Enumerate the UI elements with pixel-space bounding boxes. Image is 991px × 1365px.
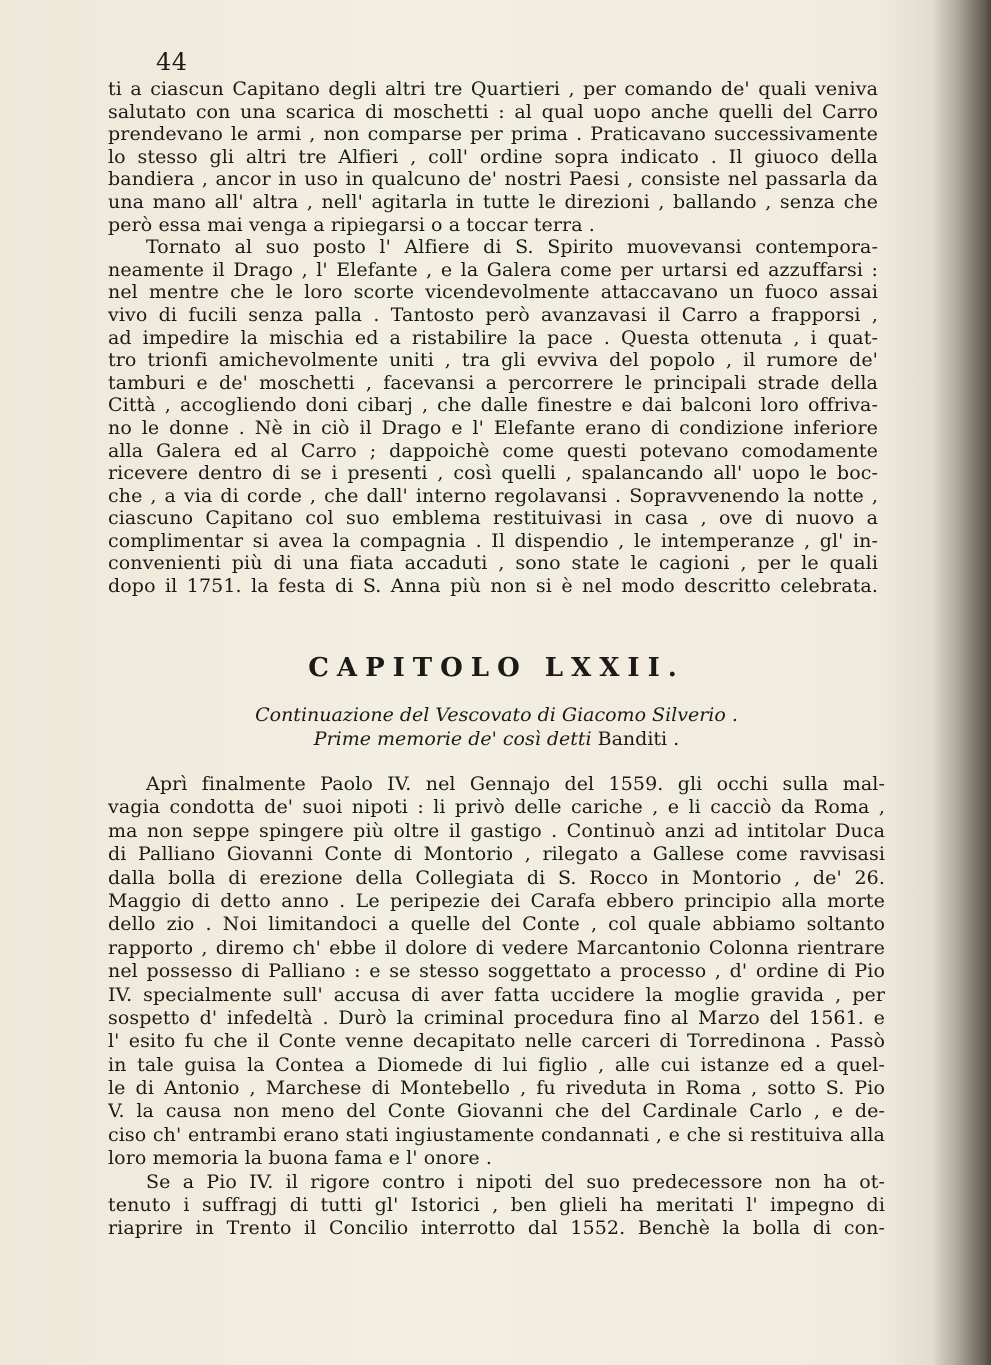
text-line: Maggio di detto anno . Le peripezie dei Carafa ebbero principio alla morte — [108, 889, 885, 912]
chapter-subtitle-upright: Banditi . — [597, 728, 680, 750]
text-line: di Palliano Giovanni Conte di Montorio , rilegato a Gallese come ravvisasi — [108, 843, 885, 866]
text-line: bandiera , ancor in uso in qualcuno de' nostri Paesi , consiste nel passarla da — [108, 168, 878, 191]
text-line: dopo il 1751. la festa di S. Anna più non si è nel modo descritto celebrata. — [108, 575, 878, 598]
text-line: nel possesso di Palliano : e se stesso soggettato a processo , d' ordine di Pio — [108, 960, 885, 983]
text-line: alla Galera ed al Carro ; dappoichè come questi potevano comodamente — [108, 439, 878, 462]
chapter-heading: CAPITOLO LXXII. — [308, 653, 685, 683]
text-line: vagia condotta de' suoi nipoti : li privò delle cariche , e li cacciò da Roma , — [108, 796, 885, 819]
text-line: una mano all' altra , nell' agitarla in tutte le direzioni , ballando , senza che — [108, 190, 878, 213]
text-line: IV. specialmente sull' accusa di aver fatta uccidere la moglie gravida , per — [108, 983, 885, 1006]
text-line: rapporto , diremo ch' ebbe il dolore di vedere Marcantonio Colonna rientrare — [108, 936, 885, 959]
text-line: le di Antonio , Marchese di Montebello , fu riveduta in Roma , sotto S. Pio — [108, 1077, 885, 1100]
text-line: in tale guisa la Contea a Diomede di lui figlio , alle cui istanze ed a quel- — [108, 1053, 885, 1076]
page-binding-shadow — [933, 0, 991, 1365]
text-line: ad impedire la mischia ed a ristabilire la pace . Questa ottenuta , i quat- — [108, 326, 878, 349]
text-line: Città , accogliendo doni cibarj , che dalle finestre e dai balconi loro offriva- — [108, 394, 878, 417]
text-line: prendevano le armi , non comparse per prima . Praticavano successivamente — [108, 123, 878, 146]
text-line: ciso ch' entrambi erano stati ingiustamente condannati , e che si restituiva alla — [108, 1123, 885, 1146]
chapter-text-block — [108, 773, 885, 1241]
text-line: loro memoria la buona fama e l' onore . — [108, 1147, 492, 1170]
text-line: tamburi e de' moschetti , facevansi a percorrere le principali strade della — [108, 371, 878, 394]
text-line: l' esito fu che il Conte venne decapitato nelle carceri di Torredinona . Passò — [108, 1030, 885, 1053]
text-line: ciascuno Capitano col suo emblema restituivasi in casa , ove di nuovo a — [108, 507, 878, 530]
text-line: tenuto i suffragj di tutti gl' Istorici , ben glieli ha meritati l' impegno di — [108, 1194, 885, 1217]
text-line: V. la causa non meno del Conte Giovanni che del Cardinale Carlo , e de- — [108, 1100, 885, 1123]
text-line: no le donne . Nè in ciò il Drago e l' Elefante erano di condizione inferiore — [108, 416, 878, 439]
page-number: 44 — [156, 48, 188, 76]
text-line: tro trionfi amichevolmente uniti , tra gli evviva del popolo , il rumore de' — [108, 349, 878, 372]
body-text-block — [108, 78, 878, 598]
text-line: Aprì finalmente Paolo IV. nel Gennajo del 1559. gli occhi sulla mal- — [146, 773, 885, 795]
text-line: neamente il Drago , l' Elefante , e la Galera come per urtarsi ed azzuffarsi : — [108, 258, 878, 281]
text-line: dalla bolla di erezione della Collegiata di S. Rocco in Montorio , de' 26. — [108, 866, 885, 889]
text-line: Se a Pio IV. il rigore contro i nipoti del suo predecessore non ha ot- — [146, 1170, 885, 1193]
text-line: riaprire in Trento il Concilio interrotto dal 1552. Benchè la bolla di con- — [108, 1217, 885, 1240]
text-line: ma non seppe spingere più oltre il gastigo . Continuò anzi ad intitolar Duca — [108, 819, 885, 842]
text-line: sospetto d' infedeltà . Durò la criminal procedura fino al Marzo del 1561. e — [108, 1006, 885, 1029]
text-line: Tornato al suo posto l' Alfiere di S. Spirito muovevansi contempora- — [146, 236, 878, 259]
text-line: ricevere dentro di se i presenti , così quelli , spalancando all' uopo le boc- — [108, 462, 878, 485]
text-line: convenienti più di una fiata accaduti , sono state le cagioni , per le quali — [108, 552, 878, 575]
text-line: vivo di fucili senza palla . Tantosto però avanzavasi il Carro a frapporsi , — [108, 303, 878, 326]
text-line: nel mentre che le loro scorte vicendevolmente attaccavano un fuoco assai — [108, 281, 878, 304]
text-line: lo stesso gli altri tre Alfieri , coll' ordine sopra indicato . Il giuoco della — [108, 145, 878, 168]
chapter-subtitle-second — [108, 727, 885, 751]
text-line: ti a ciascun Capitano degli altri tre Quartieri , per comando de' quali veniva — [108, 78, 878, 100]
text-line: complimentar si avea la compagnia . Il dispendio , le intemperanze , gl' in- — [108, 529, 878, 552]
text-line: che , a via di corde , che dall' interno regolavansi . Sopravvenendo la notte , — [108, 484, 878, 507]
text-line: però essa mai venga a ripiegarsi o a toccar terra . — [108, 213, 595, 236]
text-line: dello zio . Noi limitandoci a quelle del Conte , col quale abbiamo soltanto — [108, 913, 885, 936]
text-line: salutato con una scarica di moschetti : al qual uopo anche quelli del Carro — [108, 100, 878, 123]
chapter-subtitle: Continuazione del Vescovato di Giacomo Silverio . — [255, 704, 738, 726]
chapter-subtitle-italic: Prime memorie de' così detti — [313, 728, 592, 750]
